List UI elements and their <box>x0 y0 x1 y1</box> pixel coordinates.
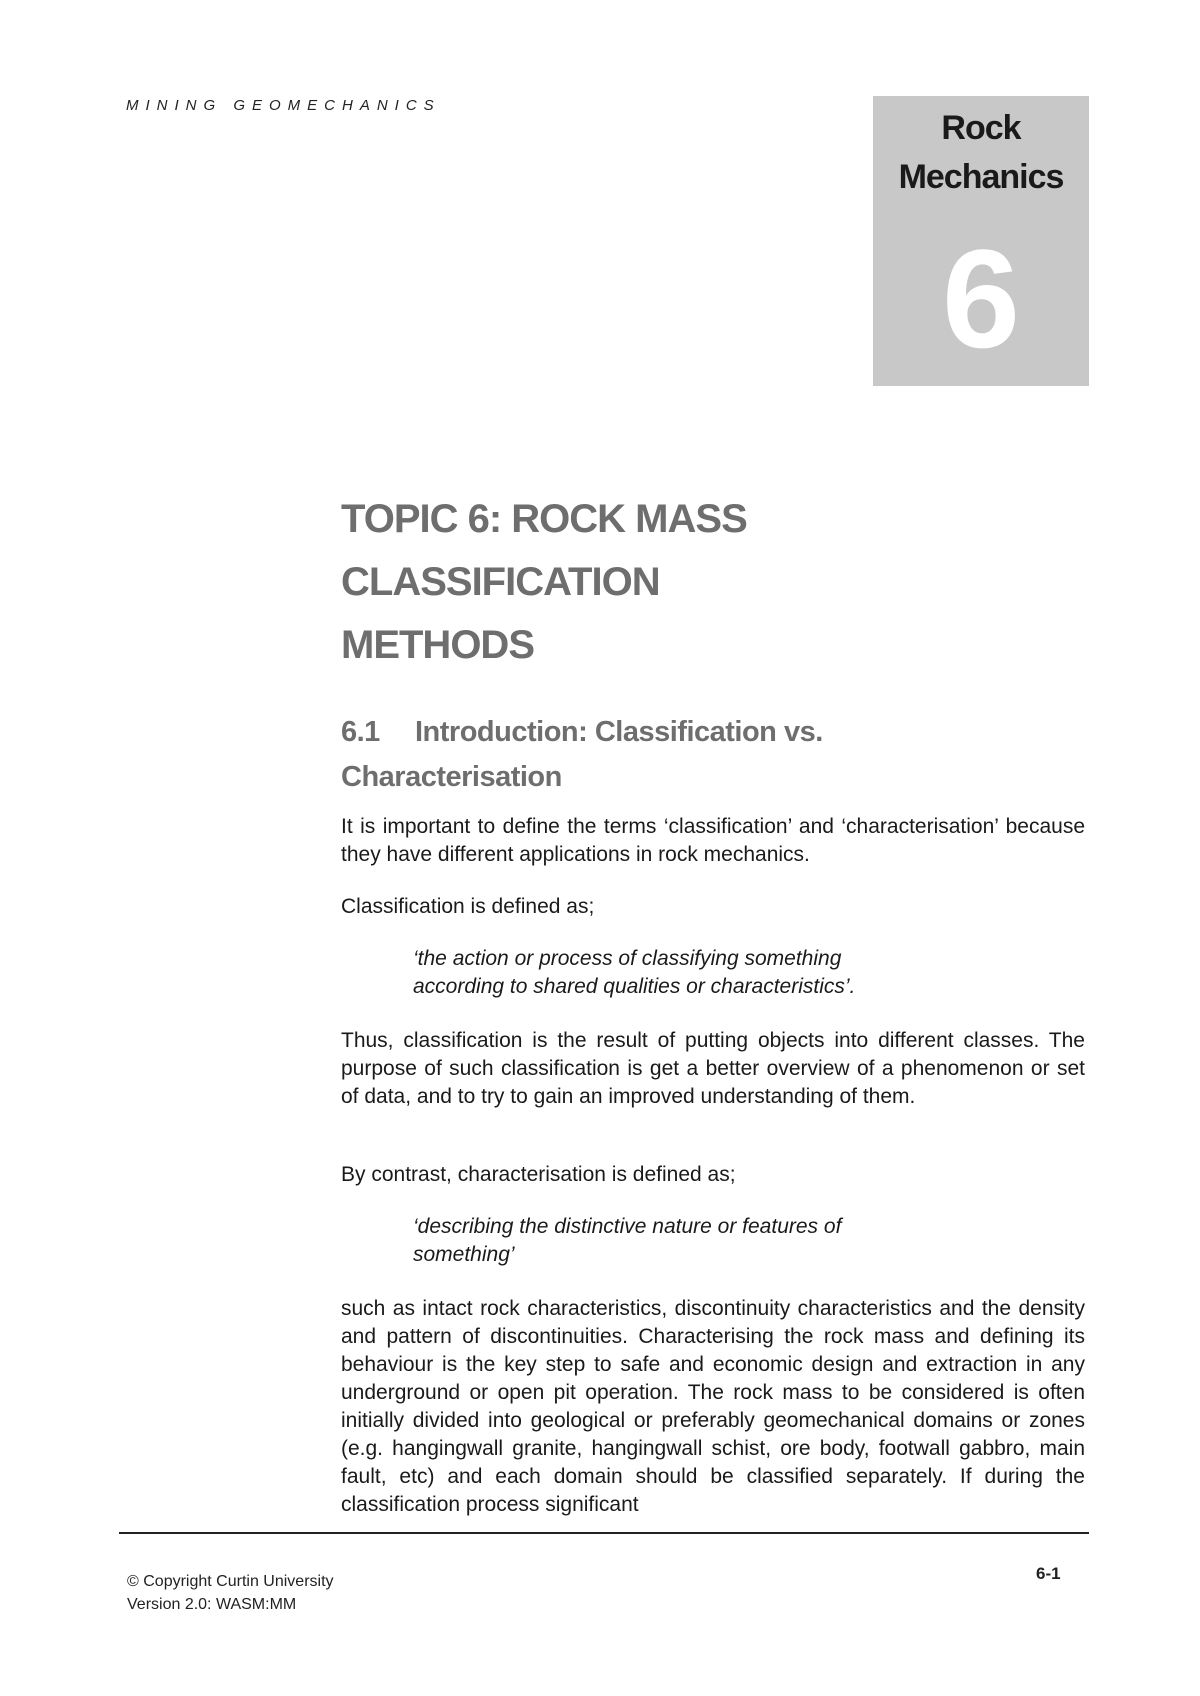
chapter-box-title <box>873 104 1089 202</box>
paragraph-definition-intro: It is important to define the terms ‘classification’ and ‘characterisation’ because they have different applications in rock mechanics. <box>341 815 1085 866</box>
quote-characterisation-line1: ‘describing the distinctive nature or features of <box>413 1215 842 1238</box>
page-number: 6-1 <box>1036 1564 1061 1583</box>
quote-classification-line2: according to shared qualities or characteristics’. <box>413 975 856 998</box>
paragraph-classification-purpose: Thus, classification is the result of putting objects into different classes. The purpose of such classification is get a better overview of a phenomenon or set of data, and to try to gain an improved understanding of them. <box>341 1029 1085 1108</box>
chapter-box-title-line1: Rock <box>941 109 1021 147</box>
paragraph-rock-mass-characterisation: such as intact rock characteristics, discontinuity characteristics and the density and pattern of discontinuities. Characterising the rock mass and defining its behaviour is the key step to safe and economic design and extraction in any underground or open pit operation. The rock mass to be considered is often initially divided into geological or preferably geomechanical domains or zones (e.g. hangingwall granite, hangingwall schist, ore body, footwall gabbro, main fault, etc) and each domain should be classified separately. If during the classification process significant <box>341 1297 1085 1516</box>
footer-copyright: © Copyright Curtin University <box>127 1573 334 1590</box>
topic-title-line2: CLASSIFICATION <box>341 560 660 604</box>
quote-classification-line1: ‘the action or process of classifying something <box>413 947 842 970</box>
section-heading-line1 <box>341 710 1085 755</box>
topic-title-line1: TOPIC 6: ROCK MASS <box>341 497 747 541</box>
chapter-box <box>873 96 1089 386</box>
chapter-number: 6 <box>942 220 1020 377</box>
footer-divider <box>119 1532 1089 1534</box>
section-title-line1: Introduction: Classification vs. <box>415 716 823 748</box>
topic-title-line3: METHODS <box>341 623 534 667</box>
section-title-line2: Characterisation <box>341 761 562 793</box>
section-heading <box>341 710 1085 800</box>
quote-classification <box>413 945 973 1001</box>
quote-characterisation-line2: something’ <box>413 1243 515 1266</box>
topic-title <box>341 488 1085 677</box>
quote-characterisation <box>413 1213 973 1269</box>
footer-info <box>127 1570 334 1616</box>
paragraph-characterisation-defined: By contrast, characterisation is defined as; <box>341 1163 736 1186</box>
paragraph-classification-defined: Classification is defined as; <box>341 895 595 918</box>
chapter-box-title-line2: Mechanics <box>898 158 1064 196</box>
footer-version: Version 2.0: WASM:MM <box>127 1596 297 1613</box>
running-head: MINING GEOMECHANICS <box>126 97 441 114</box>
section-number: 6.1 <box>341 716 380 748</box>
